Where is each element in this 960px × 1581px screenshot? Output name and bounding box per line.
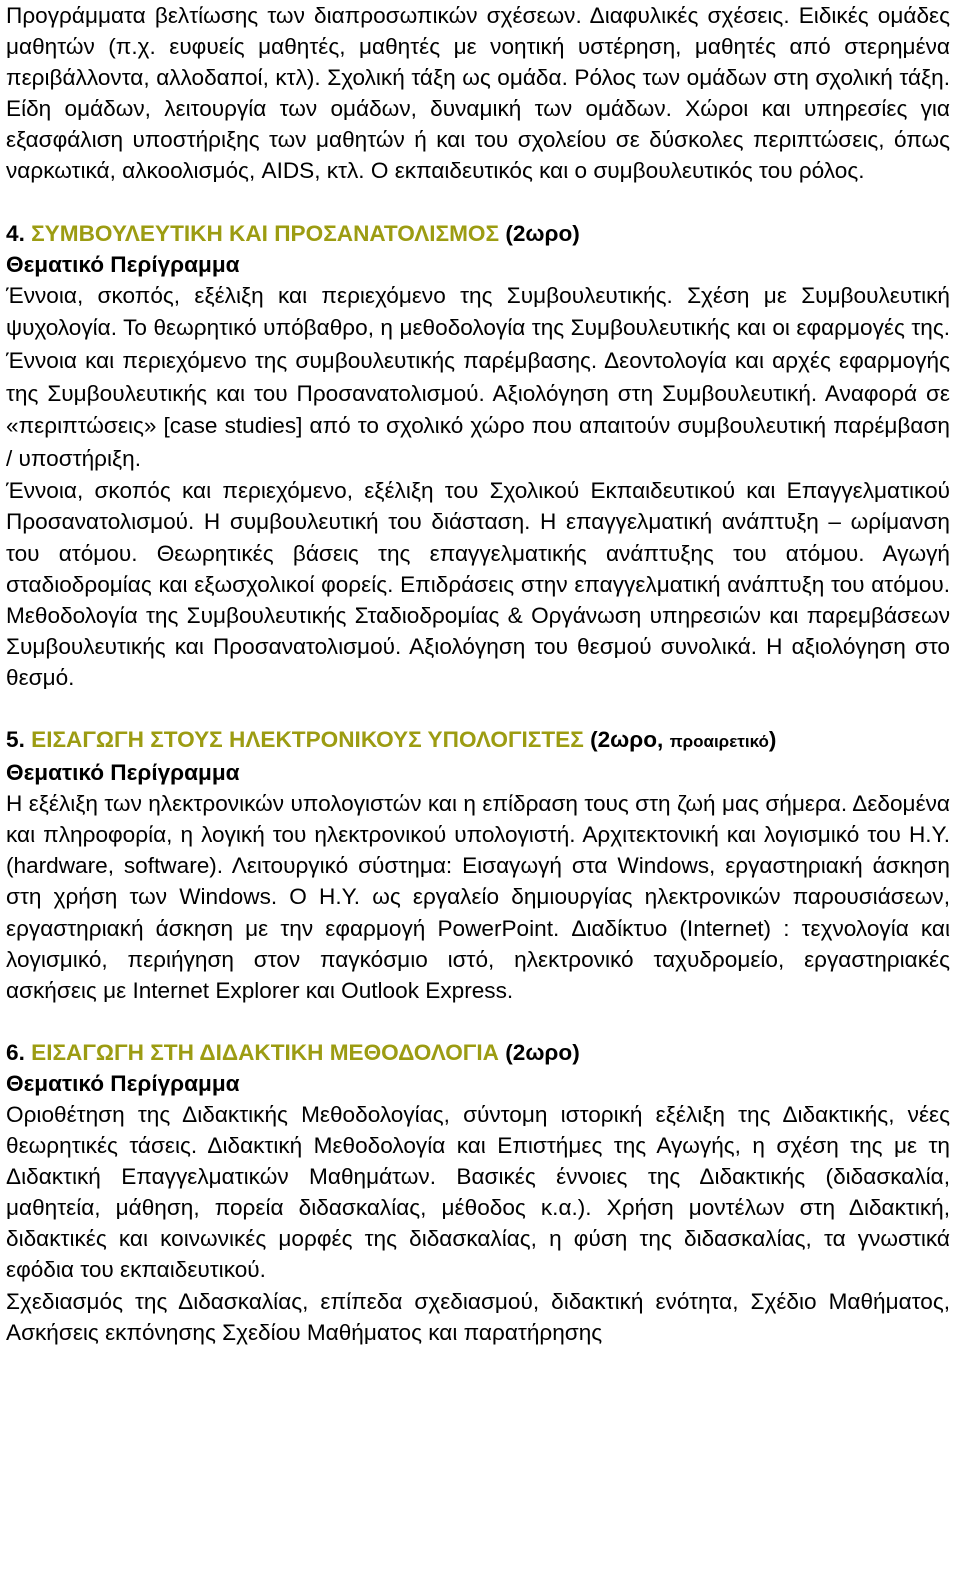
section-paragraph: Σχεδιασμός της Διδασκαλίας, επίπεδα σχεδιασμού, διδακτική ενότητα, Σχέδιο Μαθήματος, Ασκήσεις εκπόνησης Σχεδίου Μαθήματος και παρατήρησης: [6, 1288, 950, 1345]
section-paragraph: Η εξέλιξη των ηλεκτρονικών υπολογιστών και η επίδραση τους στη ζωή μας σήμερα. Δεδομένα και πληροφορία, η λογική του ηλεκτρονικού υπολογιστή. Αρχιτεκτονική και λογισμικό του Η.Υ. (hardware, software). Λειτουργικό σύστημα: Εισαγωγή στα Windows, εργαστηριακή άσκηση στη χρήση των Windows. Ο Η.Υ. ως εργαλείο δημιουργίας ηλεκτρονικών παρουσιάσεων, εργαστηριακή άσκηση με την εφαρμογή PowerPoint. Διαδίκτυο (Internet) : τεχνολογία και λογισμικό, περιήγηση στον παγκόσμιο ιστό, ηλεκτρονικό ταχυδρομείο, εργαστηριακές ασκήσεις με Internet Explorer και Outlook Express.: [6, 791, 950, 1003]
section-gap: [6, 693, 950, 724]
section-heading: [6, 218, 950, 249]
intro-paragraph: Προγράμματα βελτίωσης των διαπροσωπικών σχέσεων. Διαφυλικές σχέσεις. Ειδικές ομάδες μαθητών (π.χ. ευφυείς μαθητές, μαθητές με νοητική υστέρηση, μαθητές από στερημένα περιβάλλοντα, αλλοδαποί, κτλ). Σχολική τάξη ως ομάδα. Ρόλος των ομάδων στη σχολική τάξη. Είδη ομάδων, λειτουργία των ομάδων, δυναμική των ομάδων. Χώροι και υπηρεσίες για εξασφάλιση υποστήριξης των μαθητών ή και του σχολείου σε δύσκολες περιπτώσεις, όπως ναρκωτικά, αλκοολισμός, AIDS, κτλ. Ο εκπαιδευτικός και ο συμβουλευτικός του ρόλος.: [6, 3, 950, 184]
section-title: ΕΙΣΑΓΩΓΗ ΣΤΟΥΣ ΗΛΕΚΤΡΟΝΙΚΟΥΣ ΥΠΟΛΟΓΙΣΤΕΣ: [31, 726, 584, 752]
section-heading: [6, 724, 950, 757]
section-number: 5.: [6, 726, 25, 752]
section-5: [6, 724, 950, 1006]
section-subheading: Θεματικό Περίγραμμα: [6, 1070, 240, 1096]
section-6: [6, 1037, 950, 1348]
section-paragraph: Έννοια, σκοπός και περιεχόμενο, εξέλιξη του Σχολικού Εκπαιδευτικού και Επαγγελματικού Προσανατολισμού. Η συμβουλευτική του διάσταση. Η επαγγελματική ανάπτυξη – ωρίμανση του ατόμου. Θεωρητικές βάσεις της επαγγελματικής ανάπτυξης του ατόμου. Αγωγή σταδιοδρομίας και εξωσχολικοί φορείς. Επιδράσεις στην επαγγελματική ανάπτυξη του ατόμου. Μεθοδολογία της Συμβουλευτικής Σταδιοδρομίας & Οργάνωση υπηρεσιών και παρεμβάσεων Συμβουλευτικής και Προσανατολισμού. Αξιολόγηση του θεσμού συνολικά. Η αξιολόγηση στο θεσμό.: [6, 478, 950, 690]
section-duration: (2ωρο): [505, 220, 580, 246]
section-gap: [6, 1006, 950, 1037]
section-duration-close: ): [768, 726, 777, 752]
section-duration: (2ωρο): [505, 1039, 580, 1065]
section-number: 6.: [6, 1039, 25, 1065]
section-heading: [6, 1037, 950, 1068]
section-duration: (2ωρο,: [590, 726, 664, 752]
section-subheading: Θεματικό Περίγραμμα: [6, 251, 240, 277]
section-title: ΕΙΣΑΓΩΓΗ ΣΤΗ ΔΙΔΑΚΤΙΚΗ ΜΕΘΟΔΟΛΟΓΙΑ: [31, 1039, 499, 1065]
section-paragraph: Οριοθέτηση της Διδακτικής Μεθοδολογίας, σύντομη ιστορική εξέλιξη της Διδακτικής, νέες θεωρητικές τάσεις. Διδακτική Μεθοδολογία και Επιστήμες της Αγωγής, η σχέση της με τη Διδακτική Επαγγελματικών Μαθημάτων. Βασικές έννοιες της Διδακτικής (διδασκαλία, μαθητεία, μάθηση, πορεία διδασκαλίας, μέθοδος κ.α.). Χρήση μοντέλων στη Διδακτική, διδακτικές και κοινωνικές μορφές της διδασκαλίας, η φύση της διδασκαλίας, τα γνωστικά εφόδια του εκπαιδευτικού.: [6, 1102, 950, 1283]
section-duration-note: προαιρετικό: [669, 731, 769, 751]
section-title: ΣΥΜΒΟΥΛΕΥΤΙΚΗ ΚΑΙ ΠΡΟΣΑΝΑΤΟΛΙΣΜΟΣ: [31, 220, 500, 246]
section-subheading: Θεματικό Περίγραμμα: [6, 760, 240, 786]
section-4: [6, 218, 950, 693]
section-paragraph: Έννοια, σκοπός, εξέλιξη και περιεχόμενο της Συμβουλευτικής. Σχέση με Συμβουλευτική ψυχολογία. Το θεωρητικό υπόβαθρο, η μεθοδολογία της Συμβουλευτικής και οι εφαρμογές της. Έννοια και περιεχόμενο της συμβουλευτικής παρέμβασης. Δεοντολογία και αρχές εφαρμογής της Συμβουλευτικής και του Προσανατολισμού. Αξιολόγηση στη Συμβουλευτική. Αναφορά σε «περιπτώσεις» [case studies] από το σχολικό χώρο που απαιτούν συμβουλευτική παρέμβαση / υποστήριξη.: [6, 282, 950, 471]
section-gap: [6, 187, 950, 218]
section-number: 4.: [6, 220, 25, 246]
